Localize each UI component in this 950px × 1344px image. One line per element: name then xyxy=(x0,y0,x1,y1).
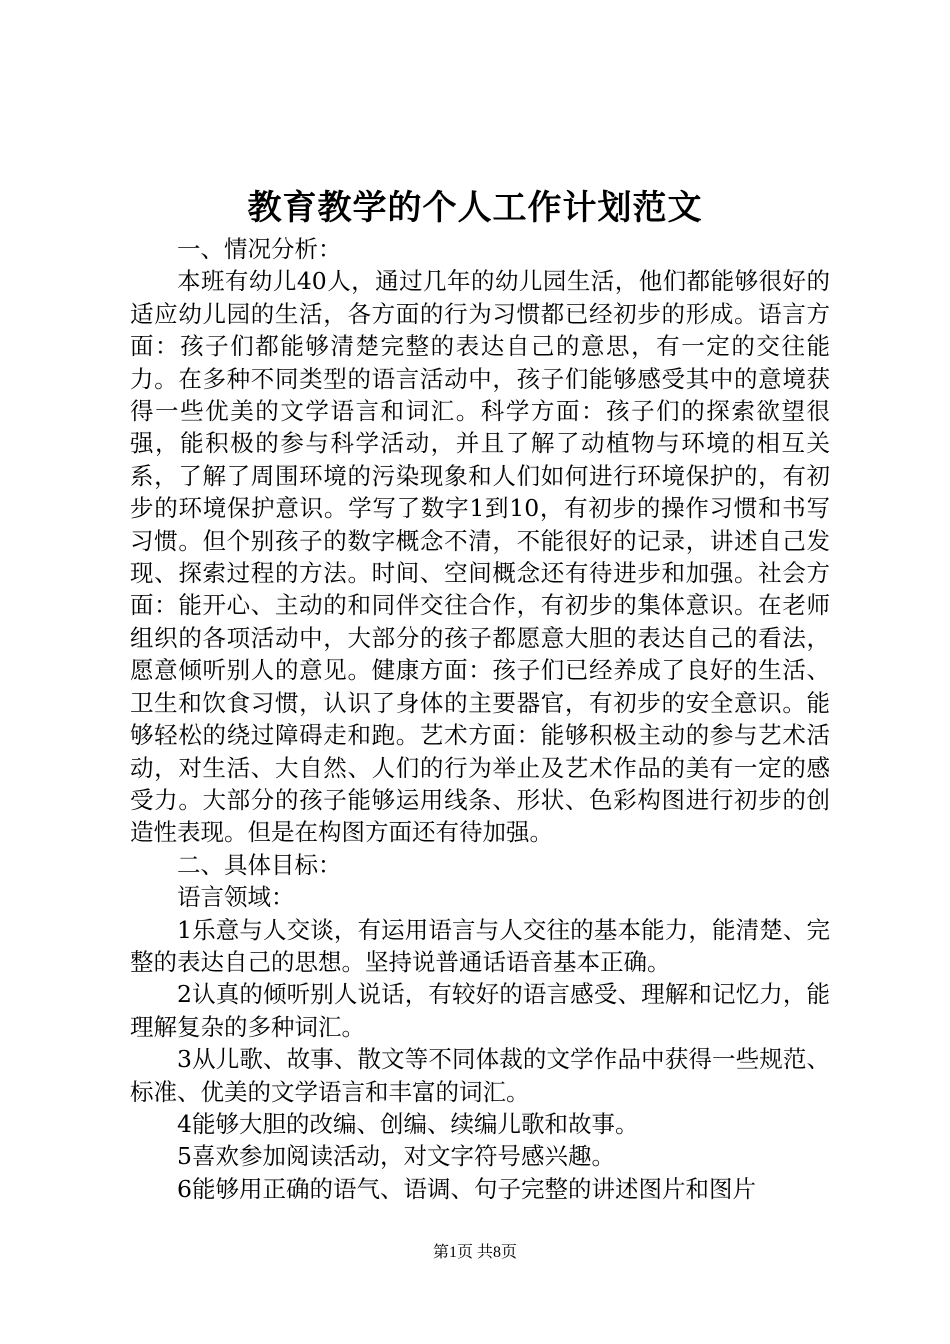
list-item-goal-4: 4能够大胆的改编、创编、续编儿歌和故事。 xyxy=(177,1109,639,1138)
subsection-heading-language: 语言领域： xyxy=(177,883,295,912)
list-item-goal-5: 5喜欢参加阅读活动，对文字符号感兴趣。 xyxy=(177,1142,615,1171)
list-item-goal-1: 1乐意与人交谈，有运用语言与人交往的基本能力，能清楚、完整的表达自己的思想。坚持说普通话语音基本正确。 xyxy=(130,915,830,976)
list-item-goal-2: 2认真的倾听别人说话，有较好的语言感受、理解和记忆力，能理解复杂的多种词汇。 xyxy=(130,980,830,1041)
section-heading-situation: 一、情况分析： xyxy=(177,235,342,263)
document-body xyxy=(130,233,830,1205)
list-item-goal-6: 6能够用正确的语气、语调、句子完整的讲述图片和图片 xyxy=(177,1174,756,1203)
paragraph-situation-analysis: 本班有幼儿40人，通过几年的幼儿园生活，他们都能够很好的适应幼儿园的生活，各方面的行为习惯都已经初步的形成。语言方面：孩子们都能够清楚完整的表达自己的意思，有一定的交往能力。在多种不同类型的语言活动中，孩子们能够感受其中的意境获得一些优美的文学语言和词汇。科学方面：孩子们的探索欲望很强，能积极的参与科学活动，并且了解了动植物与环境的相互关系，了解了周围环境的污染现象和人们如何进行环境保护的，有初步的环境保护意识。学写了数字1到10，有初步的操作习惯和书写习惯。但个别孩子的数字概念不清，不能很好的记录，讲述自己发现、探索过程的方法。时间、空间概念还有待进步和加强。社会方面：能开心、主动的和同伴交往合作，有初步的集体意识。在老师组织的各项活动中，大部分的孩子都愿意大胆的表达自己的看法，愿意倾听别人的意见。健康方面：孩子们已经养成了良好的生活、卫生和饮食习惯，认识了身体的主要器官，有初步的安全意识。能够轻松的绕过障碍走和跑。艺术方面：能够积极主动的参与艺术活动，对生活、大自然、人们的行为举止及艺术作品的美有一定的感受力。大部分的孩子能够运用线条、形状、色彩构图进行初步的创造性表现。但是在构图方面还有待加强。 xyxy=(130,267,830,847)
document-title: 教育教学的个人工作计划范文 xyxy=(247,188,703,228)
section-heading-goals: 二、具体目标： xyxy=(177,850,342,879)
page-footer: 第1页 共8页 xyxy=(432,1244,517,1261)
list-item-goal-3: 3从儿歌、故事、散文等不同体裁的文学作品中获得一些规范、标准、优美的文学语言和丰富的词汇。 xyxy=(130,1045,830,1106)
